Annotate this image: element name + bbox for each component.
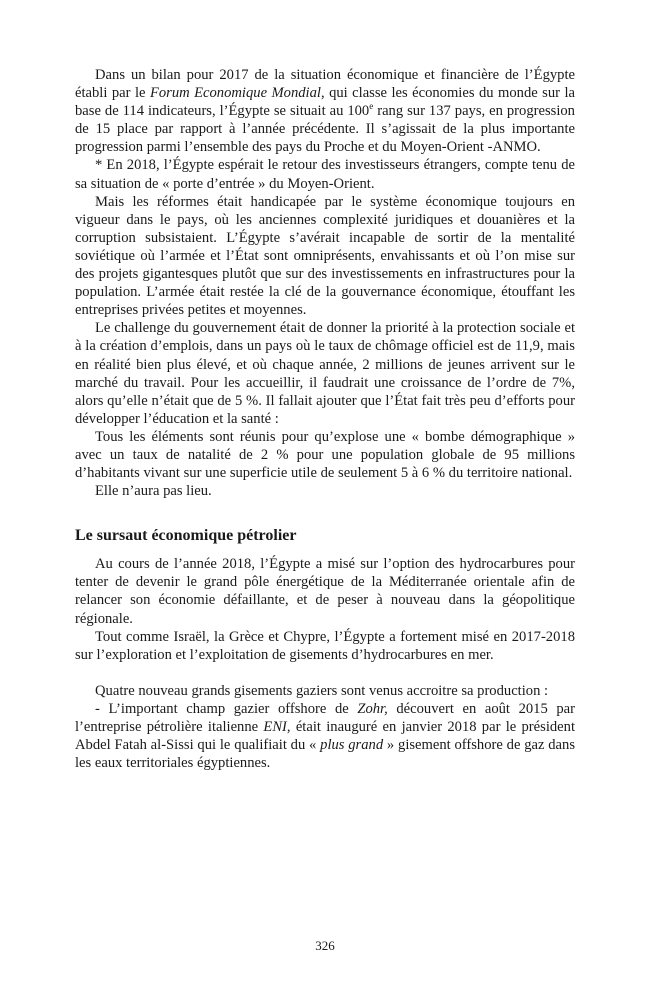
- ordinal-superscript: e: [369, 101, 374, 112]
- page-number: 326: [315, 938, 335, 953]
- quote-plus-grand: plus grand: [320, 737, 384, 754]
- field-name-zohr: Zohr,: [357, 700, 388, 717]
- paragraph-gisements: Quatre nouveau grands gisements gaziers sont venus accroitre sa production :: [95, 682, 549, 699]
- page-body: [75, 66, 575, 772]
- paragraph-bombe-demographique: Tous les éléments sont réunis pour qu’explose une « bombe démographique » avec un taux de natalité de 2 % pour une population globale de 95 millions d’habitants vivant sur une superficie utile de seulement 5 à 6 % du territoire national.: [75, 428, 575, 482]
- paragraph-conclusion: Elle n’aura pas lieu.: [95, 483, 212, 500]
- paragraph-challenge: Le challenge du gouvernement était de donner la priorité à la protection sociale et à la création d’emplois, dans un pays où le taux de chômage officiel est de 11,9, mais en réalité bien plus élevé, et où chaque année, 2 millions de jeunes arrivent sur le marché du travail. Pour les accueillir, il faudrait une croissance de l’ordre de 7%, alors qu’elle n’était que de 5 %. Il fallait ajouter que l’État fait très peu d’efforts pour développer l’éducation et la santé :: [75, 320, 575, 427]
- section-heading: Le sursaut économique pétrolier: [75, 527, 297, 545]
- paragraph-bilan-2017: Dans un bilan pour 2017 de la situation économique et financière de l’Égypte établi par le Forum Economique Mondial, qui classe les économies du monde sur la base de 114 indicateurs, l’Égypte se situait au 100e rang sur 137 pays, en progression de 15 place par rapport à l’année précédente. Il s’agissait de la plus importante progression parmi l’ensemble des pays du Proche et du Moyen-Orient -ANMO.: [75, 67, 575, 156]
- paragraph-reformes: Mais les réformes était handicapée par le système économique toujours en vigueur dans le pays, où les anciennes complexité juridiques et douanières et la corruption subsistaient. L’Égypte s’avérait incapable de sortir de la mentalité soviétique où l’armée et l’État sont omniprésents, envahissants et où l’on mise sur des projets gigantesques plutôt que sur des investissements en infrastructures pour la population. L’armée était restée la clé de la gouvernance économique, étouffant les entreprises privées petites et moyennes.: [75, 193, 575, 319]
- forum-name: Forum Economique Mondial: [149, 85, 321, 102]
- paragraph-exploration: Tout comme Israël, la Grèce et Chypre, l’Égypte a fortement misé en 2017-2018 sur l’exploration et l’exploitation de gisements d’hydrocarbures en mer.: [75, 628, 575, 663]
- company-name-eni: ENI: [263, 719, 287, 735]
- paragraph-investisseurs: * En 2018, l’Égypte espérait le retour des investisseurs étrangers, compte tenu de sa situation de « porte d’entrée » du Moyen-Orient.: [75, 157, 575, 192]
- paragraph-gap: [75, 664, 575, 682]
- paragraph-hydrocarbures: Au cours de l’année 2018, l’Égypte a misé sur l’option des hydrocarbures pour tenter de devenir le grand pôle énergétique de la Méditerranée orientale afin de relancer son économie défaillante, et de peser à nouveau dans la géopolitique régionale.: [75, 556, 575, 627]
- paragraph-zohr: - L’important champ gazier offshore de Zohr, découvert en août 2015 par l’entreprise pétrolière italienne ENI, était inauguré en janvier 2018 par le président Abdel Fatah al-Sissi qui le qualifiait du « plus grand » gisement offshore de gaz dans les eaux territoriales égyptiennes.: [75, 700, 576, 772]
